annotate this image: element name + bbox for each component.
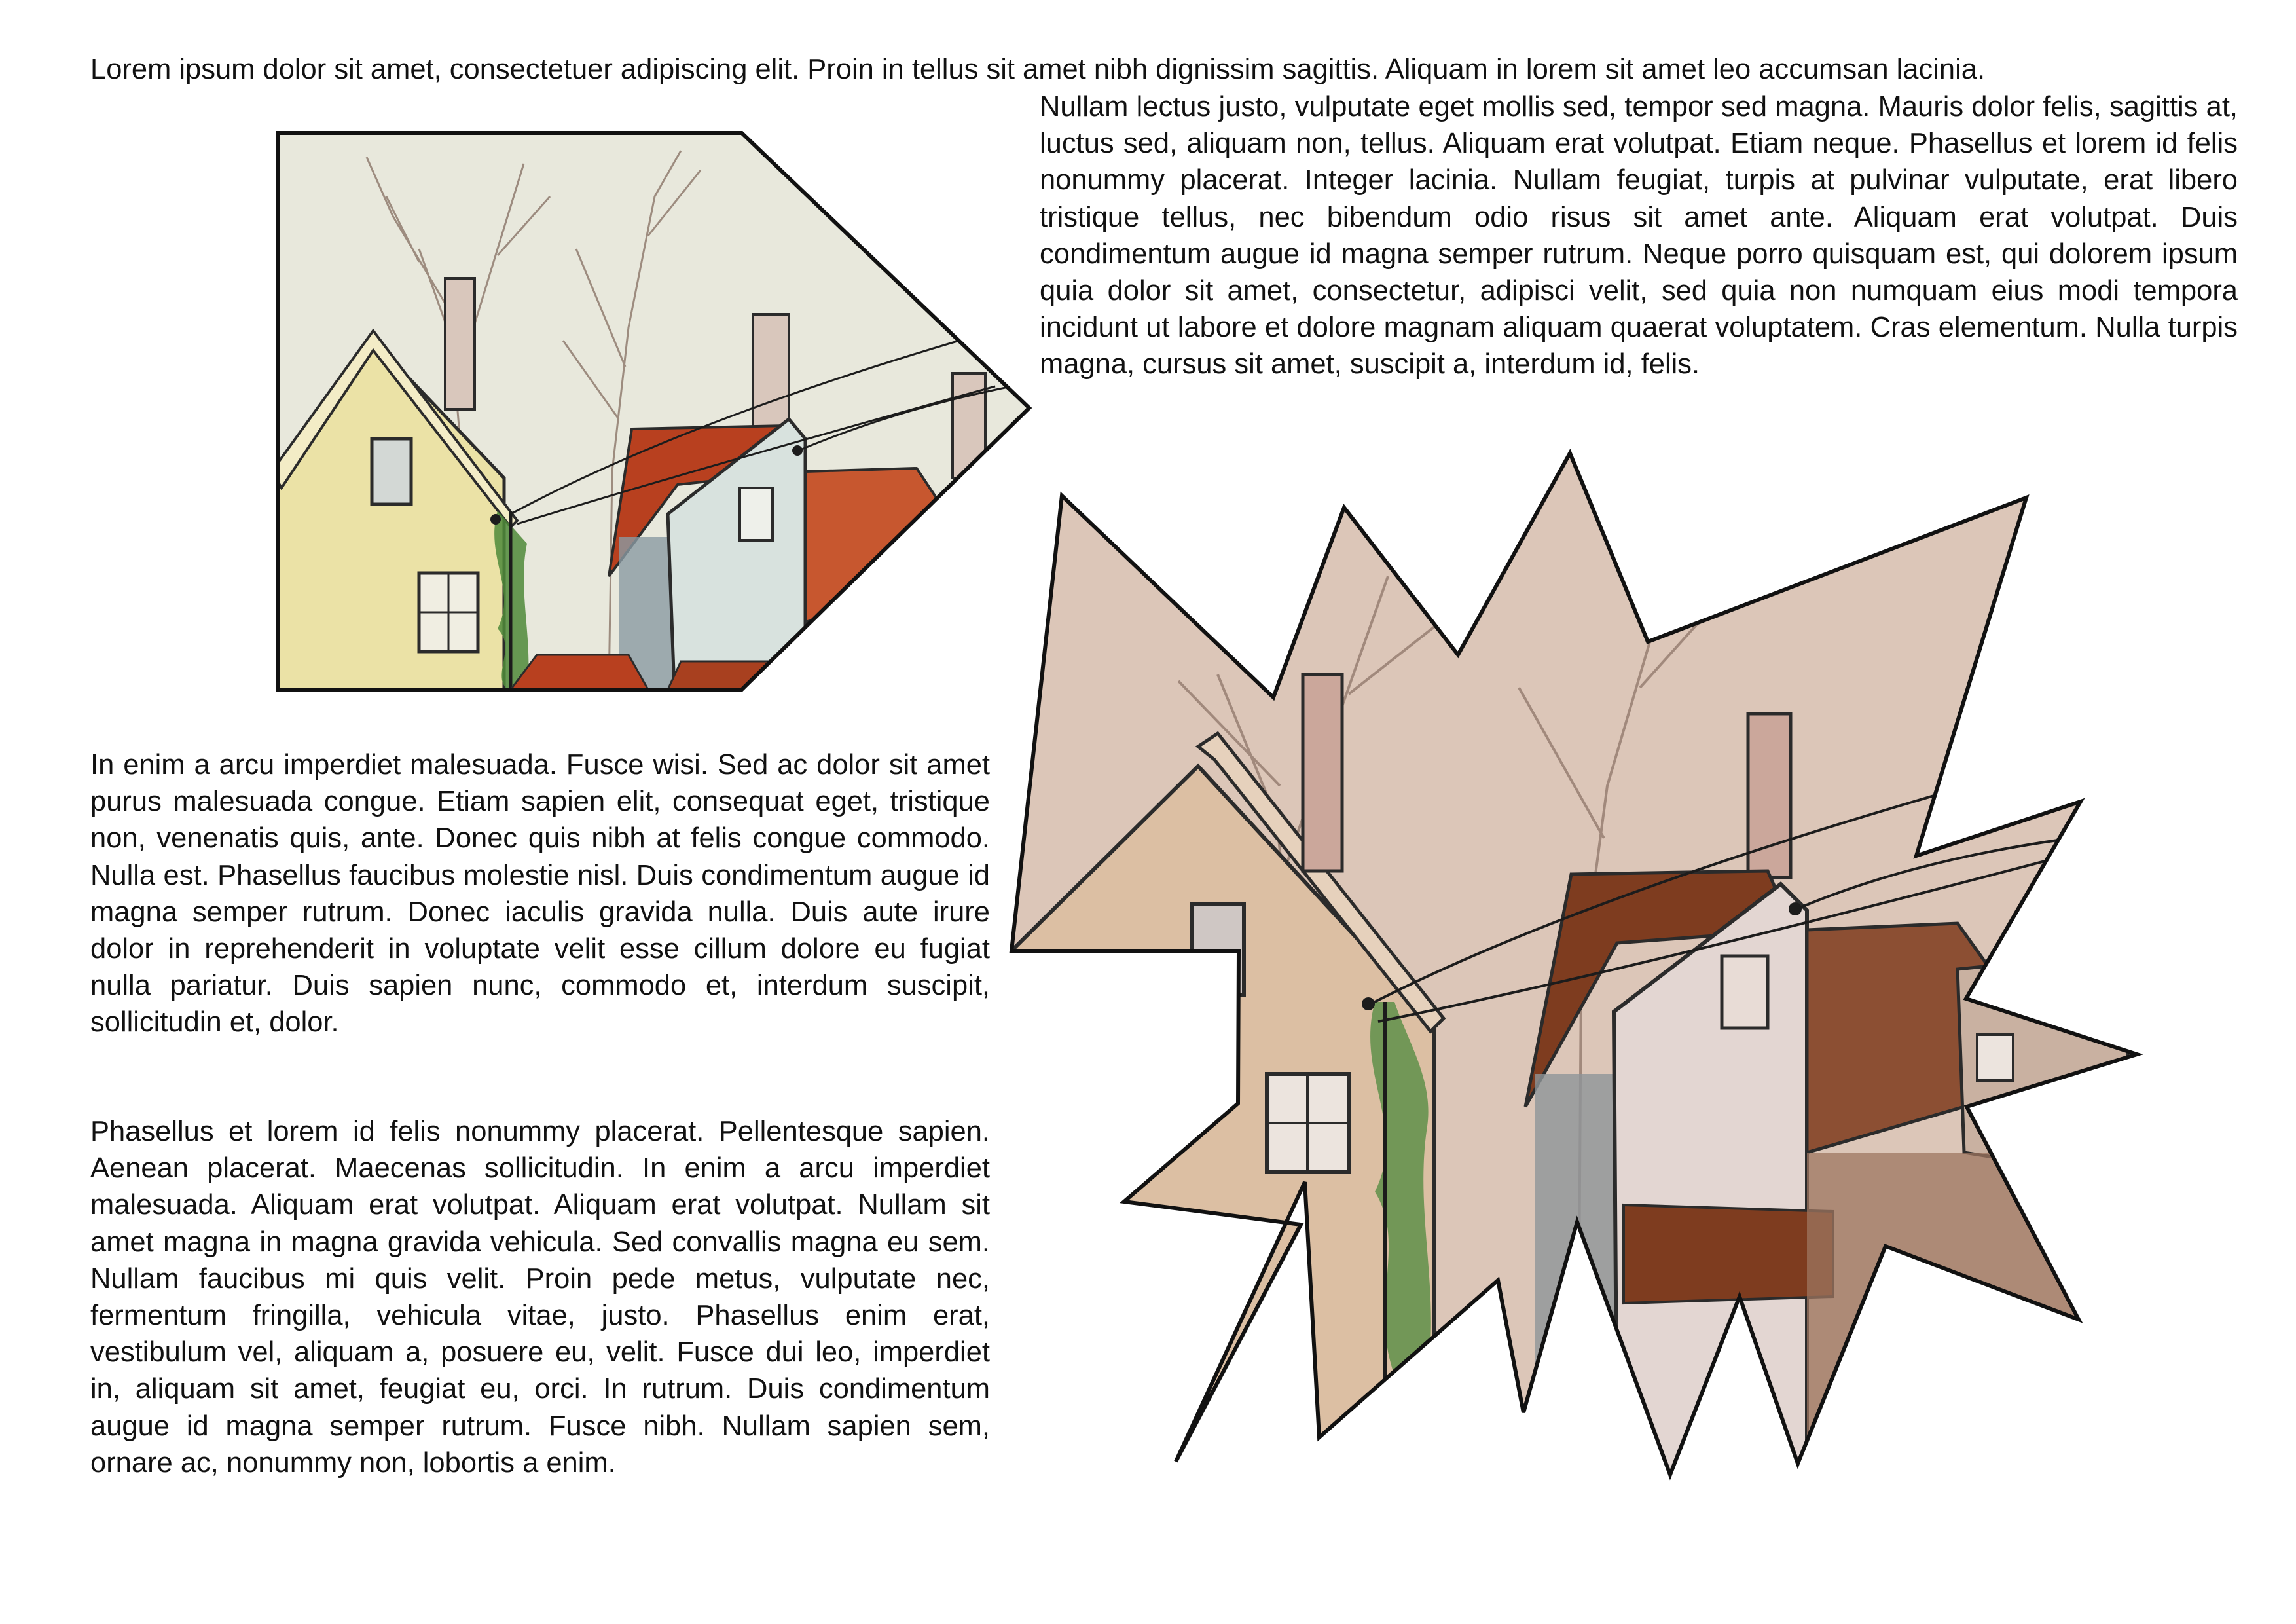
starburst-image-frame — [1008, 452, 2141, 1480]
paragraph-left-1: In enim a arcu imperdiet malesuada. Fusce wisi. Sed ac dolor sit amet purus malesuada congue. Etiam sapien elit, consequat eget, tristique non, venenatis quis, ante. Donec quis nibh at felis congue commodo. Nulla est. Phasellus faucibus molestie nisl. Duis condimentum augue id magna semper rutrum. Donec iaculis gravida nulla. Duis aute irure dolor in reprehenderit in voluptate velit esse cillum dolore eu fugiat nulla pariatur. Duis sapien nunc, commodo et, interdum suscipit, sollicitudin et, dolor. — [90, 749, 990, 1039]
pentagon-image-frame — [272, 133, 1029, 690]
paragraph-left-2: Phasellus et lorem id felis nonummy placerat. Pellentesque sapien. Aenean placerat. Maecenas sollicitudin. In enim a arcu imperdiet malesuada. Aliquam erat volutpat. Aliquam erat volutpat. Nullam sit amet magna in magna gravida vehicula. Sed convallis magna eu sem. Nullam faucibus mi quis velit. Proin pede metus, vulputate nec, fermentum fringilla, vehicula vitae, justo. Phasellus enim erat, vestibulum vel, aliquam a, posuere eu, velit. Fusce dui leo, imperdiet in, aliquam sit amet, feugiat eu, orci. In rutrum. Duis condimentum augue id magna semper rutrum. Fusce nibh. Nullam sapien sem, ornare ac, nonummy non, lobortis a enim. — [90, 1116, 990, 1479]
pentagon-image-color-houses — [272, 133, 1029, 690]
paragraph-top-lead: Lorem ipsum dolor sit amet, consectetuer adipiscing elit. Proin in tellus sit amet nibh dignissim sagittis. Aliquam in lorem sit amet leo accumsan lacinia. — [90, 54, 1986, 85]
paragraph-top-body: Nullam lectus justo, vulputate eget mollis sed, tempor sed magna. Mauris dolor felis, sagittis at, luctus sed, aliquam non, tellus. Aliquam erat volutpat. Etiam neque. Phasellus et lorem id felis nonummy placerat. Integer lacinia. Nullam feugiat, turpis at pulvinar vulputate, erat libero tristique tellus, nec bibendum odio risus sit amet ante. Aliquam erat volutpat. Duis condimentum augue id magna semper rutrum. Neque porro quisquam est, qui dolorem ipsum quia dolor sit amet, consectetur, adipisci velit, sed quia non numquam eius modi tempora incidunt ut labore et dolore magnam aliquam quaerat voluptatem. Cras elementum. Nulla turpis magna, cursus sit amet, suscipit a, interdum id, felis. — [1040, 91, 2238, 380]
